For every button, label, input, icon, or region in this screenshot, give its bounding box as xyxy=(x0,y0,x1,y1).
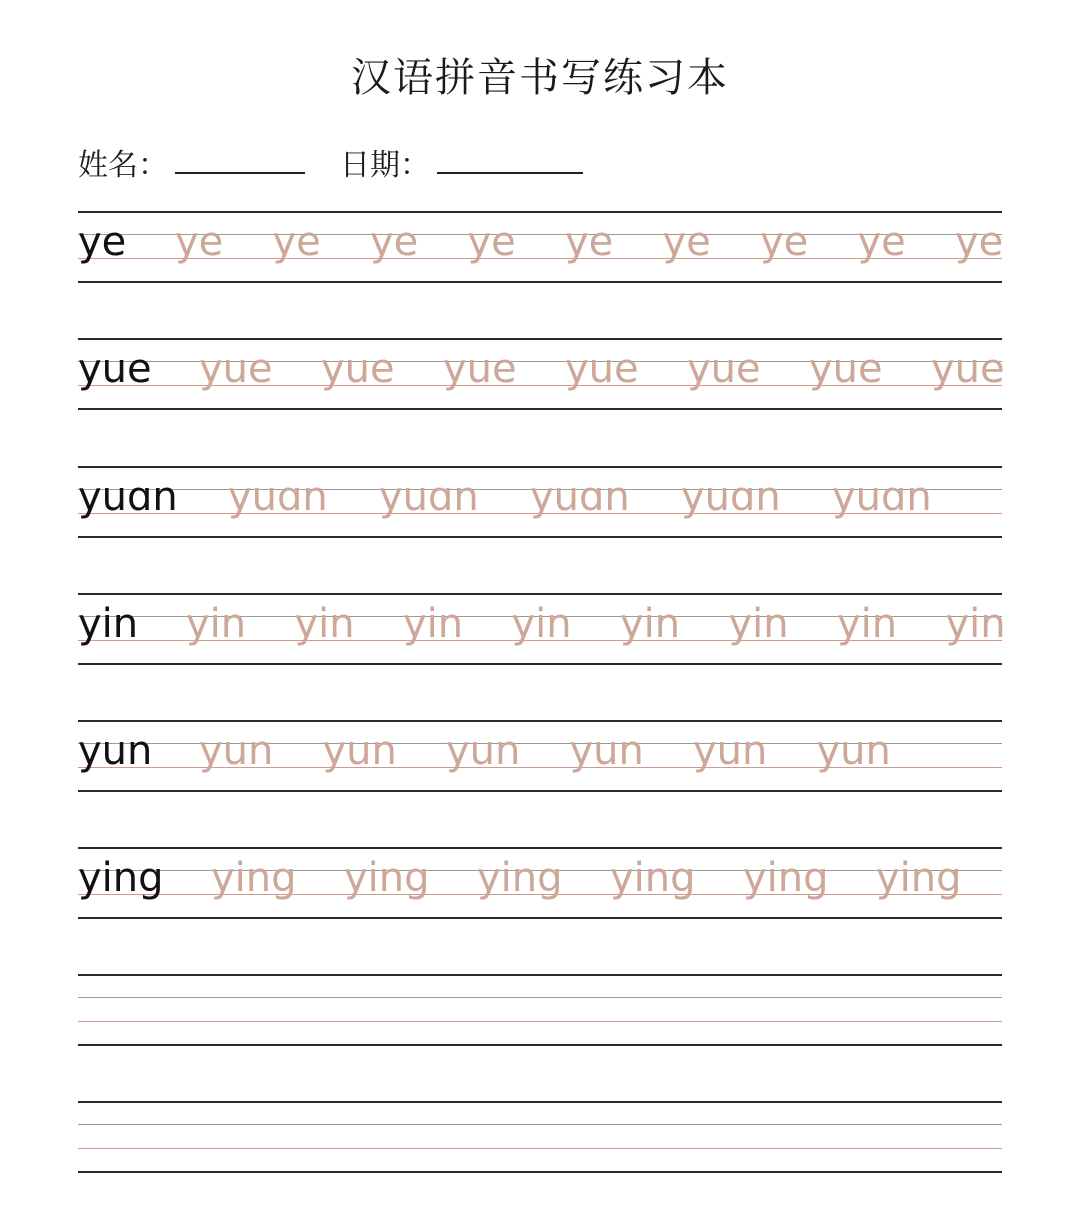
guide-line xyxy=(78,408,1002,410)
name-label: 姓名： xyxy=(78,148,168,183)
trace-syllable: yue xyxy=(199,346,273,392)
trace-syllable: yun xyxy=(322,728,397,774)
trace-syllable: yin xyxy=(728,601,789,647)
trace-syllable: ying xyxy=(876,855,962,901)
trace-syllable: yuɑn xyxy=(681,474,781,520)
trace-syllable: yun xyxy=(446,728,521,774)
guide-line xyxy=(78,593,1002,595)
model-syllable: yue xyxy=(78,346,152,392)
guide-line xyxy=(78,1044,1002,1046)
trace-syllable: ye xyxy=(565,219,614,265)
page-title: 汉语拼音书写练习本 xyxy=(351,55,729,101)
writing-row[interactable] xyxy=(78,593,1006,665)
guide-line xyxy=(78,281,1002,283)
trace-syllable: ying xyxy=(344,855,430,901)
trace-syllable: yue xyxy=(321,346,395,392)
guide-line xyxy=(78,536,1002,538)
writing-row[interactable] xyxy=(78,211,1002,283)
trace-syllable: ying xyxy=(477,855,563,901)
trace-syllable: ye xyxy=(272,219,321,265)
trace-syllable: ying xyxy=(743,855,829,901)
writing-row[interactable] xyxy=(78,1101,1002,1173)
guide-line xyxy=(78,1148,1002,1149)
trace-syllable: yuɑn xyxy=(530,474,630,520)
date-label: 日期： xyxy=(340,148,430,183)
trace-syllable: yin xyxy=(186,601,247,647)
writing-row[interactable] xyxy=(78,720,1002,792)
guide-line xyxy=(78,997,1002,998)
guide-line xyxy=(78,720,1002,722)
guide-line xyxy=(78,847,1002,849)
model-syllable: ying xyxy=(78,855,164,901)
guide-line xyxy=(78,917,1002,919)
trace-syllable: ye xyxy=(175,219,224,265)
trace-syllable: yin xyxy=(511,601,572,647)
guide-line xyxy=(78,974,1002,976)
guide-line xyxy=(78,466,1002,468)
trace-syllable: yuɑn xyxy=(832,474,932,520)
model-syllable: yin xyxy=(78,601,139,647)
trace-syllable: ying xyxy=(610,855,696,901)
guide-line xyxy=(78,211,1002,213)
trace-syllable: yuɑn xyxy=(228,474,328,520)
trace-syllable: yuɑn xyxy=(379,474,479,520)
guide-line xyxy=(78,338,1002,340)
trace-syllable: yue xyxy=(443,346,517,392)
trace-syllable: yue xyxy=(687,346,761,392)
trace-syllable: yin xyxy=(837,601,898,647)
trace-syllable: yue xyxy=(931,346,1005,392)
trace-syllable: ying xyxy=(211,855,297,901)
trace-syllable: yun xyxy=(199,728,274,774)
guide-line xyxy=(78,663,1002,665)
trace-syllable: ye xyxy=(955,219,1004,265)
trace-syllable: yin xyxy=(294,601,355,647)
guide-line xyxy=(78,1021,1002,1022)
name-field[interactable] xyxy=(175,172,305,174)
trace-syllable: yin xyxy=(403,601,464,647)
trace-syllable: ye xyxy=(467,219,516,265)
model-syllable: yuɑn xyxy=(78,474,178,520)
writing-row[interactable] xyxy=(78,338,1005,410)
trace-syllable: yue xyxy=(565,346,639,392)
writing-row[interactable] xyxy=(78,974,1002,1046)
guide-line xyxy=(78,1124,1002,1125)
writing-row[interactable] xyxy=(78,466,1002,538)
date-field[interactable] xyxy=(437,172,583,174)
guide-line xyxy=(78,1101,1002,1103)
trace-syllable: yun xyxy=(816,728,891,774)
trace-syllable: yue xyxy=(809,346,883,392)
trace-syllable: ye xyxy=(760,219,809,265)
trace-syllable: ye xyxy=(370,219,419,265)
guide-line xyxy=(78,790,1002,792)
model-syllable: ye xyxy=(78,219,127,265)
trace-syllable: yun xyxy=(693,728,768,774)
writing-row[interactable] xyxy=(78,847,1002,919)
trace-syllable: yun xyxy=(569,728,644,774)
trace-syllable: yin xyxy=(945,601,1006,647)
trace-syllable: yin xyxy=(620,601,681,647)
trace-syllable: ye xyxy=(857,219,906,265)
model-syllable: yun xyxy=(78,728,153,774)
trace-syllable: ye xyxy=(662,219,711,265)
guide-line xyxy=(78,1171,1002,1173)
